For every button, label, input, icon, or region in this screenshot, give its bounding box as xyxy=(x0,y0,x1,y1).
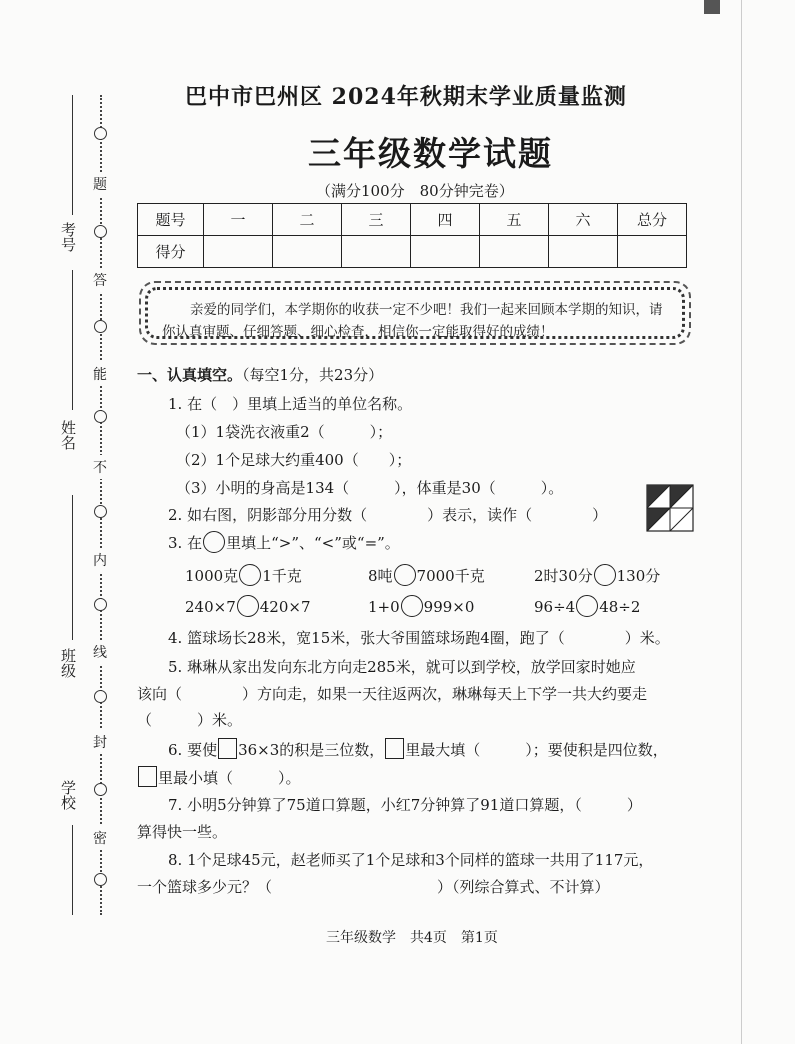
seal-circle xyxy=(94,873,107,886)
question-6-mid: 36×3的积是三位数， xyxy=(238,741,385,759)
question-8-line-1: 8. 1个足球45元，赵老师买了1个足球和3个同样的篮球一共用了117元， xyxy=(168,851,654,869)
compare-circle[interactable] xyxy=(394,564,416,586)
compare-left: 1+0 xyxy=(368,598,400,616)
question-3 xyxy=(168,531,400,553)
seal-circle xyxy=(94,690,107,703)
score-cell: 五 xyxy=(480,204,549,236)
score-input-cell[interactable] xyxy=(204,236,273,268)
score-cell: 二 xyxy=(273,204,342,236)
seal-char: 不 xyxy=(93,455,107,479)
score-cell: 题号 xyxy=(138,204,204,236)
question-7-line-1: 7. 小明5分钟算了75道口算题，小红7分钟算了91道口算题，（ ） xyxy=(168,796,642,814)
seal-circle xyxy=(94,320,107,333)
exam-no-label: 考号 xyxy=(59,222,77,252)
compare-item xyxy=(368,595,474,617)
digit-box[interactable] xyxy=(138,766,157,787)
compare-left: 96÷4 xyxy=(534,598,576,616)
score-cell: 六 xyxy=(549,204,618,236)
digit-box[interactable] xyxy=(218,738,237,759)
compare-left: 240×7 xyxy=(185,598,236,616)
score-cell: 三 xyxy=(342,204,411,236)
exam-no-line xyxy=(72,95,73,215)
question-6-line-1 xyxy=(168,738,668,760)
compare-right: 420×7 xyxy=(259,598,311,616)
question-4: 4. 篮球场长28米，宽15米，张大爷围篮球场跑4圈，跑了（ ）米。 xyxy=(168,629,670,647)
compare-circle[interactable] xyxy=(401,595,423,617)
compare-right: 130分 xyxy=(616,567,661,585)
compare-left: 1000克 xyxy=(185,567,239,585)
seal-circle xyxy=(94,410,107,423)
question-6-line-2 xyxy=(137,766,301,788)
class-line xyxy=(72,495,73,640)
question-2: 2. 如右图，阴影部分用分数（ ）表示，读作（ ） xyxy=(168,506,608,524)
question-5-line-2: 该向（ ）方向走，如果一天往返两次，琳琳每天上下学一共大约要走 xyxy=(137,685,648,703)
paper-title: 三年级数学试题 xyxy=(308,134,553,173)
score-input-cell[interactable] xyxy=(480,236,549,268)
compare-item xyxy=(534,595,640,617)
question-5-line-3: （ ）米。 xyxy=(137,711,243,729)
question-7-line-2: 算得快一些。 xyxy=(137,823,228,841)
question-1: 1. 在（ ）里填上适当的单位名称。 xyxy=(168,395,413,413)
score-table-score-row xyxy=(138,236,687,268)
score-input-cell[interactable] xyxy=(618,236,687,268)
question-8-line-2: 一个篮球多少元？（ ）（列综合算式、不计算） xyxy=(137,878,610,896)
score-cell: 总分 xyxy=(618,204,687,236)
score-input-cell[interactable] xyxy=(342,236,411,268)
exam-title: 巴中市巴州区 2024年秋期末学业质量监测 xyxy=(185,84,627,110)
section-score: （每空1分，共23分） xyxy=(242,366,384,384)
score-table-header-row xyxy=(138,204,687,236)
score-input-cell[interactable] xyxy=(411,236,480,268)
seal-circle xyxy=(94,783,107,796)
seal-circle xyxy=(94,127,107,140)
compare-right: 48÷2 xyxy=(599,598,641,616)
question-6-end: 里最小填（ ）。 xyxy=(158,769,301,787)
compare-left: 2时30分 xyxy=(534,567,593,585)
name-line xyxy=(72,270,73,410)
compare-right: 7000千克 xyxy=(416,567,485,585)
compare-circle[interactable] xyxy=(237,595,259,617)
compare-left: 8吨 xyxy=(368,567,393,585)
compare-item xyxy=(368,564,485,586)
question-1-3: （3）小明的身高是134（ ），体重是30（ ）。 xyxy=(176,479,564,497)
scan-mark xyxy=(704,0,720,14)
page-edge xyxy=(741,0,742,1044)
seal-char: 题 xyxy=(93,172,107,196)
seal-char: 密 xyxy=(93,826,107,850)
compare-circle[interactable] xyxy=(576,595,598,617)
compare-circle[interactable] xyxy=(203,531,225,553)
question-1-1: （1）1袋洗衣液重2（ ）； xyxy=(176,423,393,441)
compare-item xyxy=(185,564,302,586)
seal-char: 能 xyxy=(93,362,107,386)
seal-circle xyxy=(94,225,107,238)
fraction-figure xyxy=(646,484,694,532)
seal-char: 答 xyxy=(93,268,107,292)
score-table xyxy=(137,203,687,268)
seal-char: 内 xyxy=(93,548,107,572)
score-cell: 一 xyxy=(204,204,273,236)
seal-char: 封 xyxy=(93,730,107,754)
digit-box[interactable] xyxy=(385,738,404,759)
compare-item xyxy=(534,564,660,586)
compare-right: 1千克 xyxy=(262,567,302,585)
compare-circle[interactable] xyxy=(239,564,261,586)
question-1-2: （2）1个足球大约重400（ ）； xyxy=(176,451,412,469)
seal-circle xyxy=(94,505,107,518)
name-label: 姓名 xyxy=(59,420,77,450)
seal-char: 线 xyxy=(93,640,107,664)
school-line xyxy=(72,825,73,915)
score-input-cell[interactable] xyxy=(273,236,342,268)
question-3-lead: 3. 在 xyxy=(168,534,203,552)
notice-box: 亲爱的同学们，本学期你的收获一定不少吧！我们一起来回顾本学期的知识，请你认真审题、仔细答题、细心检查，相信你一定能取得好的成绩！ xyxy=(145,287,685,339)
page-footer: 三年级数学 共4页 第1页 xyxy=(326,930,498,946)
section-1-heading xyxy=(137,364,383,385)
section-title: 一、认真填空。 xyxy=(137,366,243,384)
question-6-tail: 里最大填（ ）；要使积是四位数， xyxy=(405,741,668,759)
school-label: 学校 xyxy=(59,780,77,810)
paper-subtitle: （满分100分 80分钟完卷） xyxy=(316,182,514,200)
compare-circle[interactable] xyxy=(594,564,616,586)
question-3-tail: 里填上“>”、“<”或“=”。 xyxy=(226,534,400,552)
compare-right: 999×0 xyxy=(423,598,475,616)
class-label: 班级 xyxy=(59,648,77,678)
score-input-cell[interactable] xyxy=(549,236,618,268)
question-5-line-1: 5. 琳琳从家出发向东北方向走285米，就可以到学校，放学回家时她应 xyxy=(168,658,636,676)
score-cell: 四 xyxy=(411,204,480,236)
seal-circle xyxy=(94,598,107,611)
score-row-label: 得分 xyxy=(138,236,204,268)
question-6-lead: 6. 要使 xyxy=(168,741,218,759)
compare-item xyxy=(185,595,311,617)
